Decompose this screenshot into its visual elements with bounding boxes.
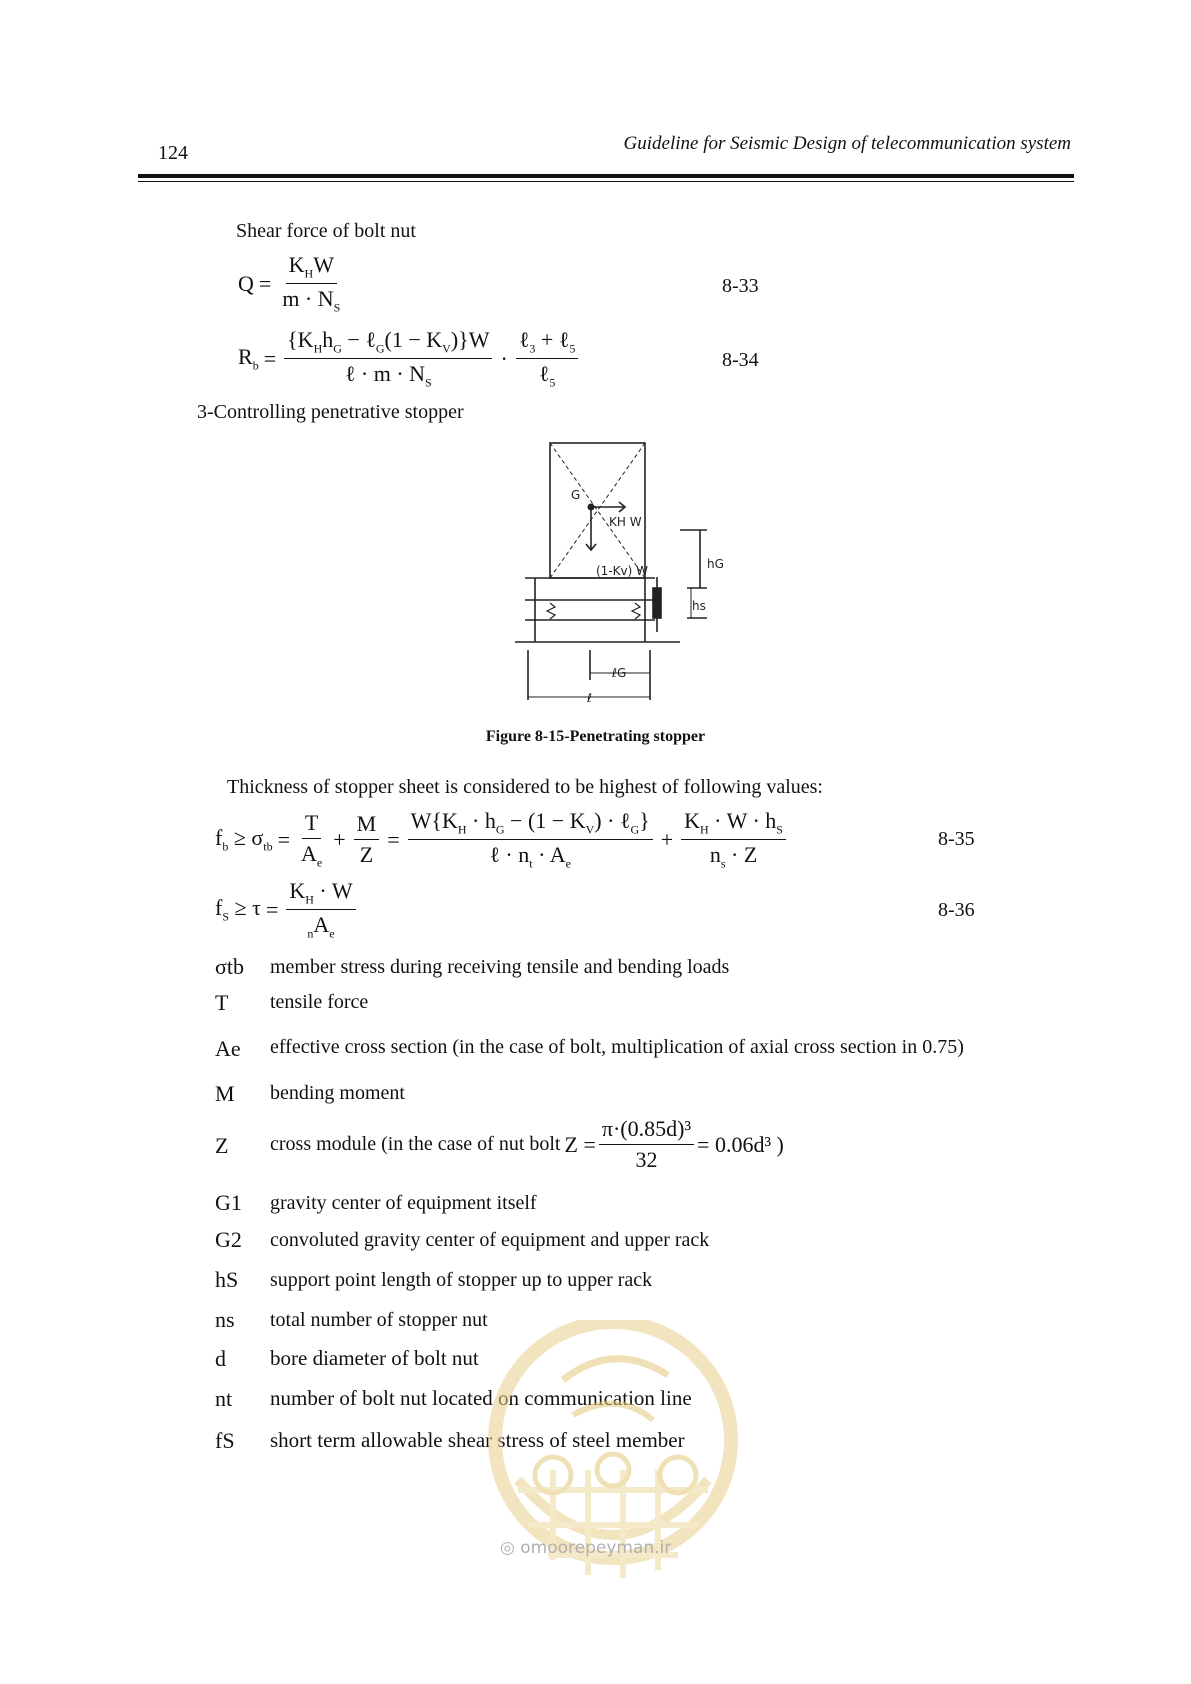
header-rule (138, 174, 1074, 178)
header-rule-thin (138, 181, 1074, 182)
symbol-hs: hS (215, 1267, 239, 1292)
symbol-sigma-tb: σtb (215, 954, 244, 979)
symbol-fs: fS (215, 1428, 235, 1453)
figure-label-l: ℓ (587, 691, 592, 705)
symbol-d: d (215, 1346, 226, 1371)
symbol-nt: nt (215, 1386, 233, 1411)
watermark-logo (478, 1320, 748, 1620)
equation-number-8-35: 8-35 (938, 828, 975, 850)
symbol-ns: ns (215, 1307, 235, 1332)
definition-hs: support point length of stopper up to upper rack (270, 1269, 653, 1291)
watermark-site: omoorepeyman.ir (520, 1538, 672, 1558)
definition-nt: number of bolt nut located on communication line (270, 1386, 692, 1410)
symbol-z: Z (215, 1133, 229, 1158)
penetrating-stopper-figure (495, 425, 740, 715)
thickness-intro: Thickness of stopper sheet is considered to be highest of following values: (227, 776, 823, 798)
z-formula-denominator: 32 (635, 1147, 658, 1172)
equation-number-8-36: 8-36 (938, 899, 975, 921)
figure-label-g: G (571, 488, 581, 502)
definition-m: bending moment (270, 1082, 405, 1104)
z-formula-rhs: = 0.06d³ ) (697, 1131, 784, 1157)
figure-label-kv-w: (1-Kv) W (596, 564, 648, 578)
figure-label-kh-w: KH W (609, 515, 642, 529)
equation-8-35: $f_b \ge \sigma_{tb}$ = $\frac{T}{A_e}$ + $\frac{M}{Z}$ = $\frac{W\{K_H \cdot h_G - (1 - K_V) \cdot \ell_G\}}{\ell \cdot n_t \cdot A_e}$ + $\frac{K_H \cdot W \cdot h_S}{n_s \cdot Z}$ (215, 808, 789, 872)
symbol-ae: Ae (215, 1036, 241, 1061)
equation-8-36: $f_S \ge \tau$ = $\frac{K_H \cdot W}{_nA_e}$ (215, 878, 359, 942)
definition-ns: total number of stopper nut (270, 1309, 488, 1331)
equation-8-34: $R_b$ = $\frac{\{K_Hh_G - \ell_G(1 - K_V)\}W}{\ell \cdot m \cdot N_S}$ · $\frac{\ell_3 + \ell_5}{\ell_5}$ (238, 327, 581, 391)
figure-label-hg: hG (707, 557, 724, 571)
figure-label-hs: hs (692, 599, 706, 613)
definition-t: tensile force (270, 991, 369, 1013)
watermark-url (500, 1538, 671, 1558)
z-formula-numerator: π·(0.85d)³ (599, 1116, 694, 1145)
watermark-globe-icon: ◎ (500, 1538, 515, 1558)
figure-label-lg: ℓG (612, 666, 627, 680)
equation-number-8-34: 8-34 (722, 349, 759, 371)
symbol-g1: G1 (215, 1190, 242, 1215)
page-number: 124 (158, 142, 188, 164)
shear-heading: Shear force of bolt nut (236, 220, 416, 242)
definition-z: cross module (in the case of nut bolt Z = $\frac{\text{π·(0.85d)³}}{32}$ = 0.06d³ ) (270, 1116, 784, 1172)
definition-sigma-tb: member stress during receiving tensile and bending loads (270, 956, 730, 978)
equation-number-8-33: 8-33 (722, 275, 759, 297)
definition-fs: short term allowable shear stress of steel member (270, 1428, 685, 1452)
definition-z-text: cross module (in the case of nut bolt (270, 1133, 561, 1155)
definition-g2: convoluted gravity center of equipment and upper rack (270, 1229, 710, 1251)
symbol-m: M (215, 1081, 235, 1106)
definition-ae: effective cross section (in the case of bolt, multiplication of axial cross section in 0.75) (270, 1036, 964, 1058)
symbol-g2: G2 (215, 1227, 242, 1252)
symbol-t: T (215, 990, 229, 1015)
definition-g1: gravity center of equipment itself (270, 1192, 537, 1214)
figure-caption: Figure 8-15-Penetrating stopper (485, 728, 706, 745)
equation-8-33: Q = $\frac{K_HW}{m \cdot N_S}$ (238, 252, 341, 315)
stopper-heading: 3-Controlling penetrative stopper (197, 401, 464, 423)
running-title: Guideline for Seismic Design of telecommunication system (623, 133, 1071, 154)
definition-d: bore diameter of bolt nut (270, 1346, 479, 1370)
